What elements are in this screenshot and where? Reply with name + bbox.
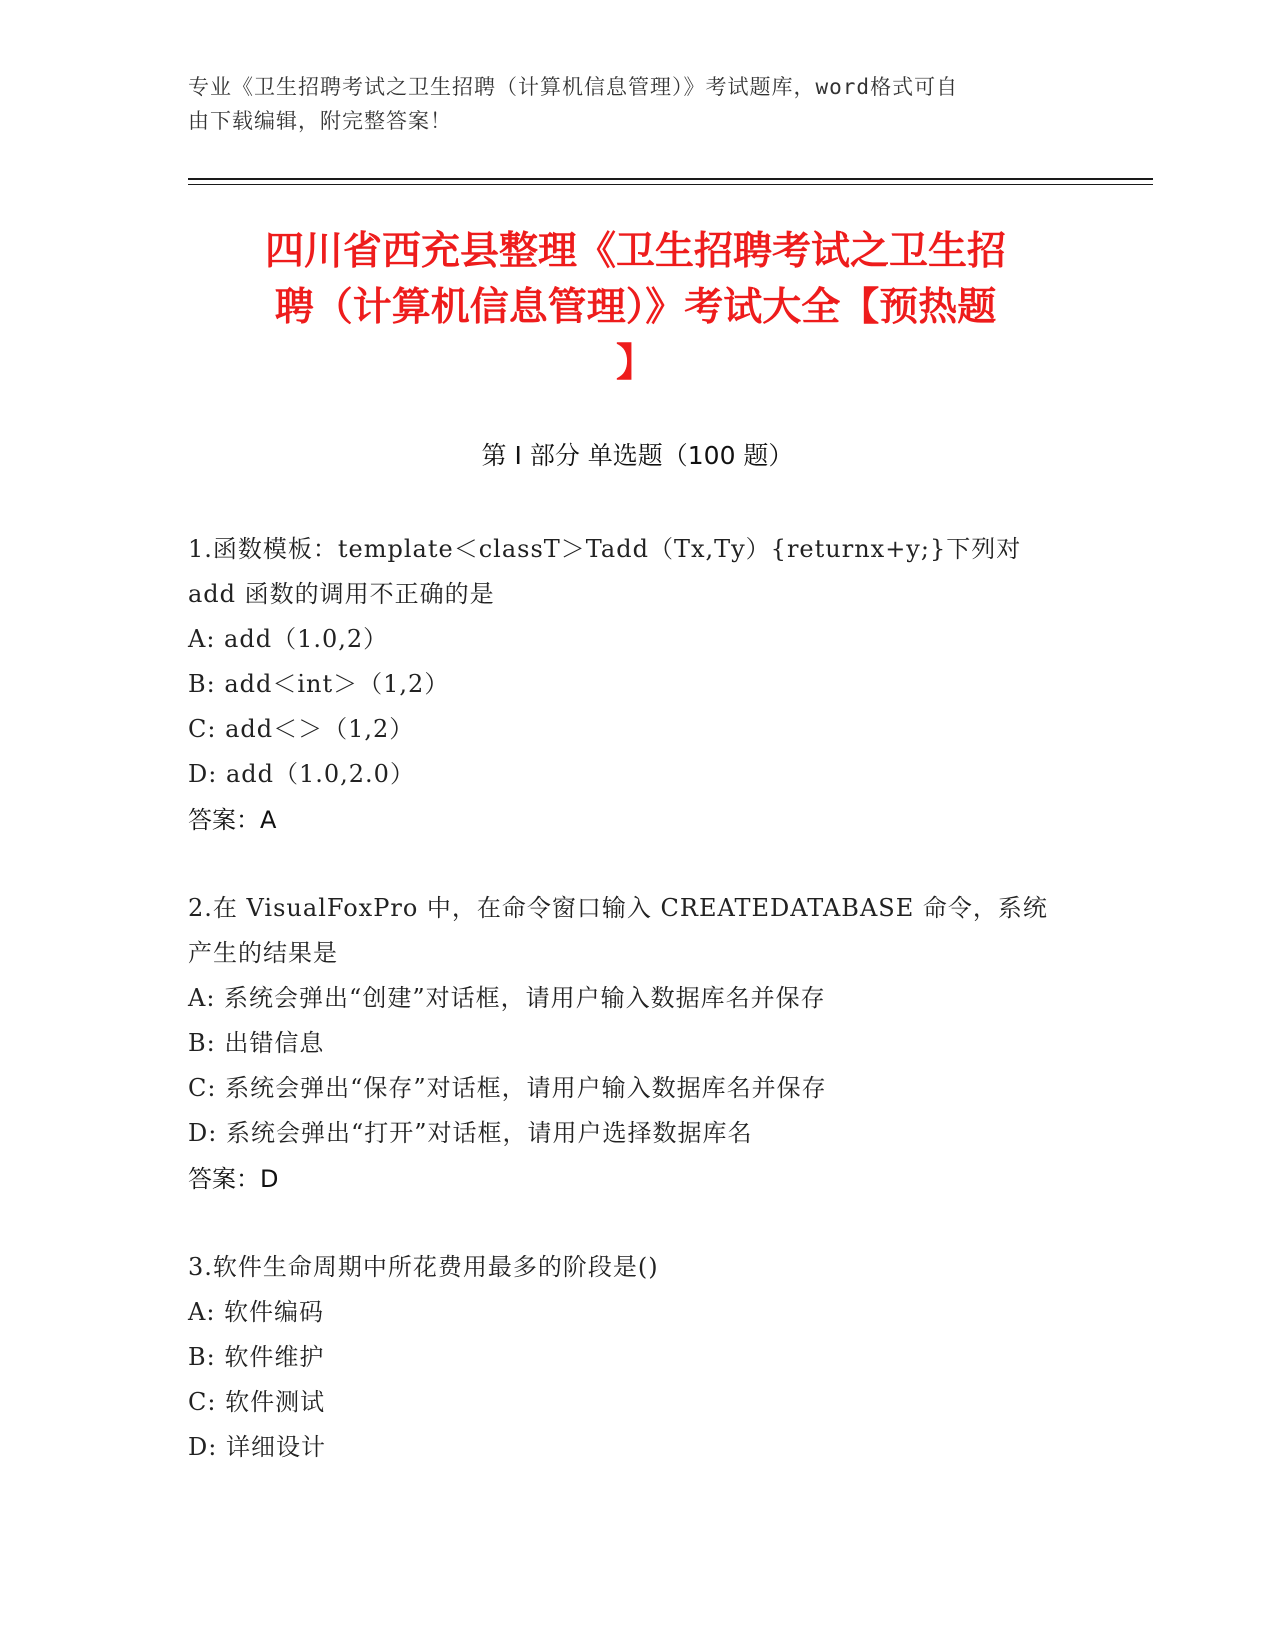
question-1 — [188, 527, 1088, 843]
option-d: D: 系统会弹出“打开”对话框，请用户选择数据库名 — [188, 1119, 753, 1147]
option-b: B: 软件维护 — [188, 1343, 325, 1371]
option-b: B: add＜int＞（1,2） — [188, 670, 450, 698]
question-stem: 1.函数模板：template＜classT＞Tadd（Tx,Ty）{returnx+y;}下列对 — [188, 535, 1022, 563]
option-c: C: 软件测试 — [188, 1388, 326, 1416]
option-a: A: 系统会弹出“创建”对话框，请用户输入数据库名并保存 — [188, 984, 826, 1012]
option-d: D: add（1.0,2.0） — [188, 760, 415, 788]
header-rule-thick — [188, 178, 1153, 180]
option-c: C: 系统会弹出“保存”对话框，请用户输入数据库名并保存 — [188, 1074, 827, 1102]
intro-line-2: 由下载编辑，附完整答案！ — [188, 109, 452, 133]
question-stem: 3.软件生命周期中所花费用最多的阶段是() — [188, 1253, 659, 1281]
title-line-3: 】 — [615, 341, 655, 386]
section-heading: 第 I 部分 单选题（100 题） — [481, 441, 794, 470]
option-d: D: 详细设计 — [188, 1433, 326, 1461]
title-line-2: 聘（计算机信息管理）》考试大全【预热题 — [274, 285, 997, 330]
option-c: C: add＜＞（1,2） — [188, 715, 415, 743]
header-rule-thin — [188, 184, 1153, 185]
document-title — [188, 224, 1083, 392]
option-a: A: 软件编码 — [188, 1298, 325, 1326]
intro-text — [188, 70, 1078, 138]
answer-text: 答案：A — [188, 806, 277, 834]
question-3 — [188, 1245, 1088, 1470]
question-stem: 2.在 VisualFoxPro 中，在命令窗口输入 CREATEDATABASE 命令，系统 — [188, 894, 1048, 922]
title-line-1: 四川省西充县整理《卫生招聘考试之卫生招 — [264, 229, 1006, 274]
intro-line-1: 专业《卫生招聘考试之卫生招聘（计算机信息管理）》考试题库，word格式可自 — [188, 75, 959, 99]
question-2 — [188, 886, 1088, 1202]
question-list — [188, 527, 1088, 1513]
answer-text: 答案：D — [188, 1165, 279, 1193]
option-a: A: add（1.0,2） — [188, 625, 389, 653]
option-b: B: 出错信息 — [188, 1029, 325, 1057]
question-stem-continued: 产生的结果是 — [188, 939, 338, 967]
question-stem-continued: add 函数的调用不正确的是 — [188, 580, 495, 608]
